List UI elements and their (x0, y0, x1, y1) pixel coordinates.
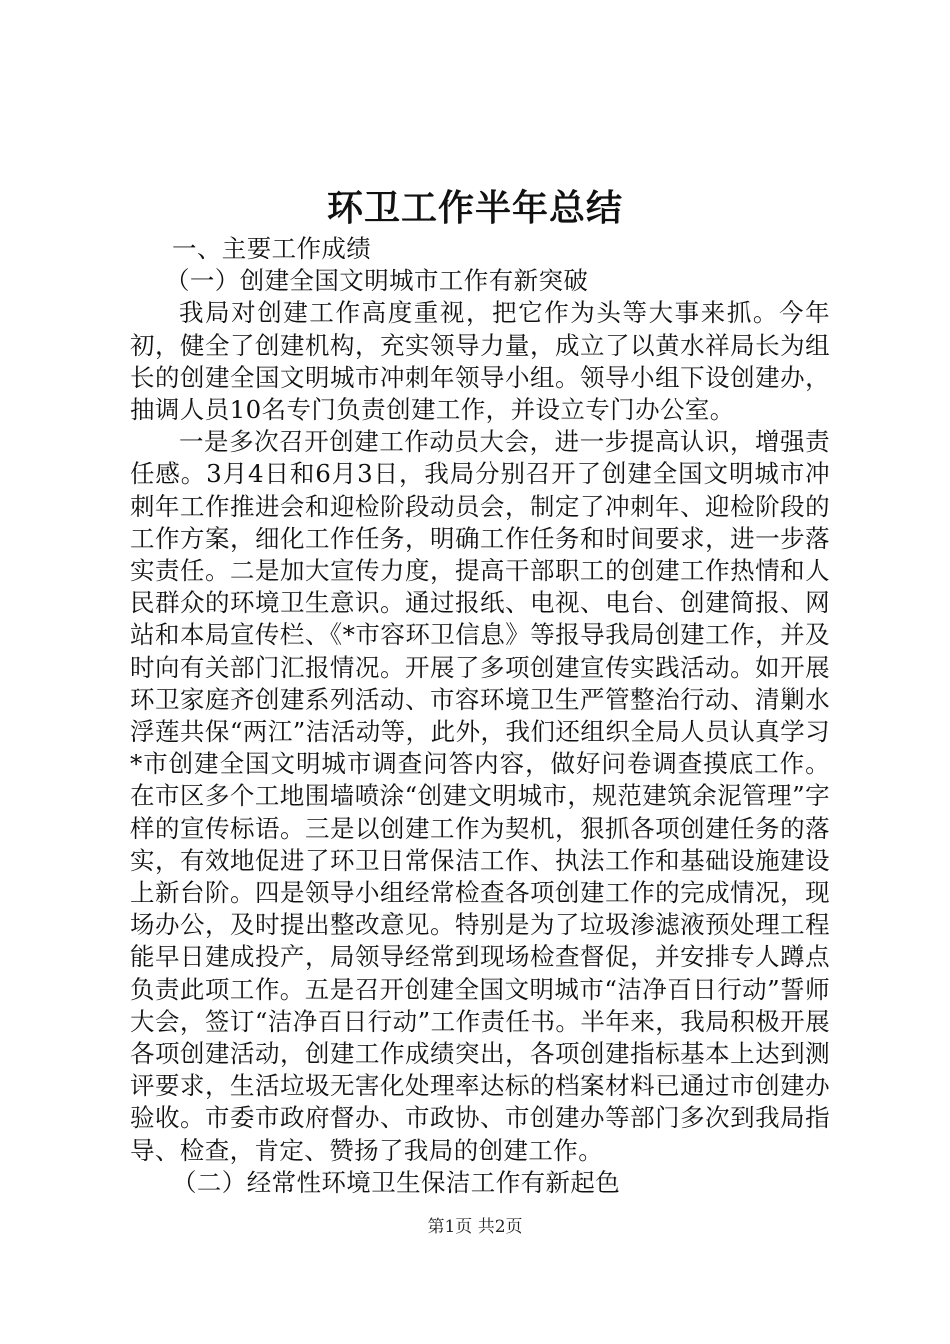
document-title: 环卫工作半年总结 (326, 187, 623, 229)
page-footer: 第1页 共2页 (427, 1217, 523, 1237)
body-paragraph: 一是多次召开创建工作动员大会，进一步提高认识，增强责任感。3月4日和6月3日，我局分别召开了创建全国文明城市冲刺年工作推进会和迎检阶段动员会，制定了冲刺年、迎检阶段的工作方案，细化工作任务，明确工作任务和时间要求，进一步落实责任。二是加大宣传力度，提高干部职工的创建工作热情和人民群众的环境卫生意识。通过报纸、电视、电台、创建简报、网站和本局宣传栏、《*市容环卫信息》等报导我局创建工作，并及时向有关部门汇报情况。开展了多项创建宣传实践活动。如开展环卫家庭齐创建系列活动、市容环境卫生严管整治行动、清剿水浮莲共保“两江”洁活动等，此外，我们还组织全局人员认真学习*市创建全国文明城市调查问答内容，做好问卷调查摸底工作。在市区多个工地围墙喷涂“创建文明城市，规范建筑余泥管理”字样的宣传标语。三是以创建工作为契机，狠抓各项创建任务的落实，有效地促进了环卫日常保洁工作、执法工作和基础设施建设上新台阶。四是领导小组经常检查各项创建工作的完成情况，现场办公，及时提出整改意见。特别是为了垃圾渗滤液预处理工程能早日建成投产，局领导经常到现场检查督促，并安排专人蹲点负责此项工作。五是召开创建全国文明城市“洁净百日行动”誓师大会，签订“洁净百日行动”工作责任书。半年来，我局积极开展各项创建活动，创建工作成绩突出，各项创建指标基本上达到测评要求，生活垃圾无害化处理率达标的档案材料已通过市创建办验收。市委市政府督办、市政协、市创建办等部门多次到我局指导、检查，肯定、赞扬了我局的创建工作。 (130, 427, 830, 1165)
subsection-heading: （二）经常性环境卫生保洁工作有新起色 (172, 1167, 621, 1197)
subsection-heading: （一）创建全国文明城市工作有新突破 (165, 266, 589, 296)
document-body (130, 233, 830, 1199)
section-heading: 一、主要工作成绩 (172, 234, 372, 263)
body-paragraph: 我局对创建工作高度重视，把它作为头等大事来抓。今年初，健全了创建机构，充实领导力量，成立了以黄水祥局长为组长的创建全国文明城市冲刺年领导小组。领导小组下设创建办，抽调人员10名专门负责创建工作，并设立专门办公室。 (130, 298, 830, 425)
